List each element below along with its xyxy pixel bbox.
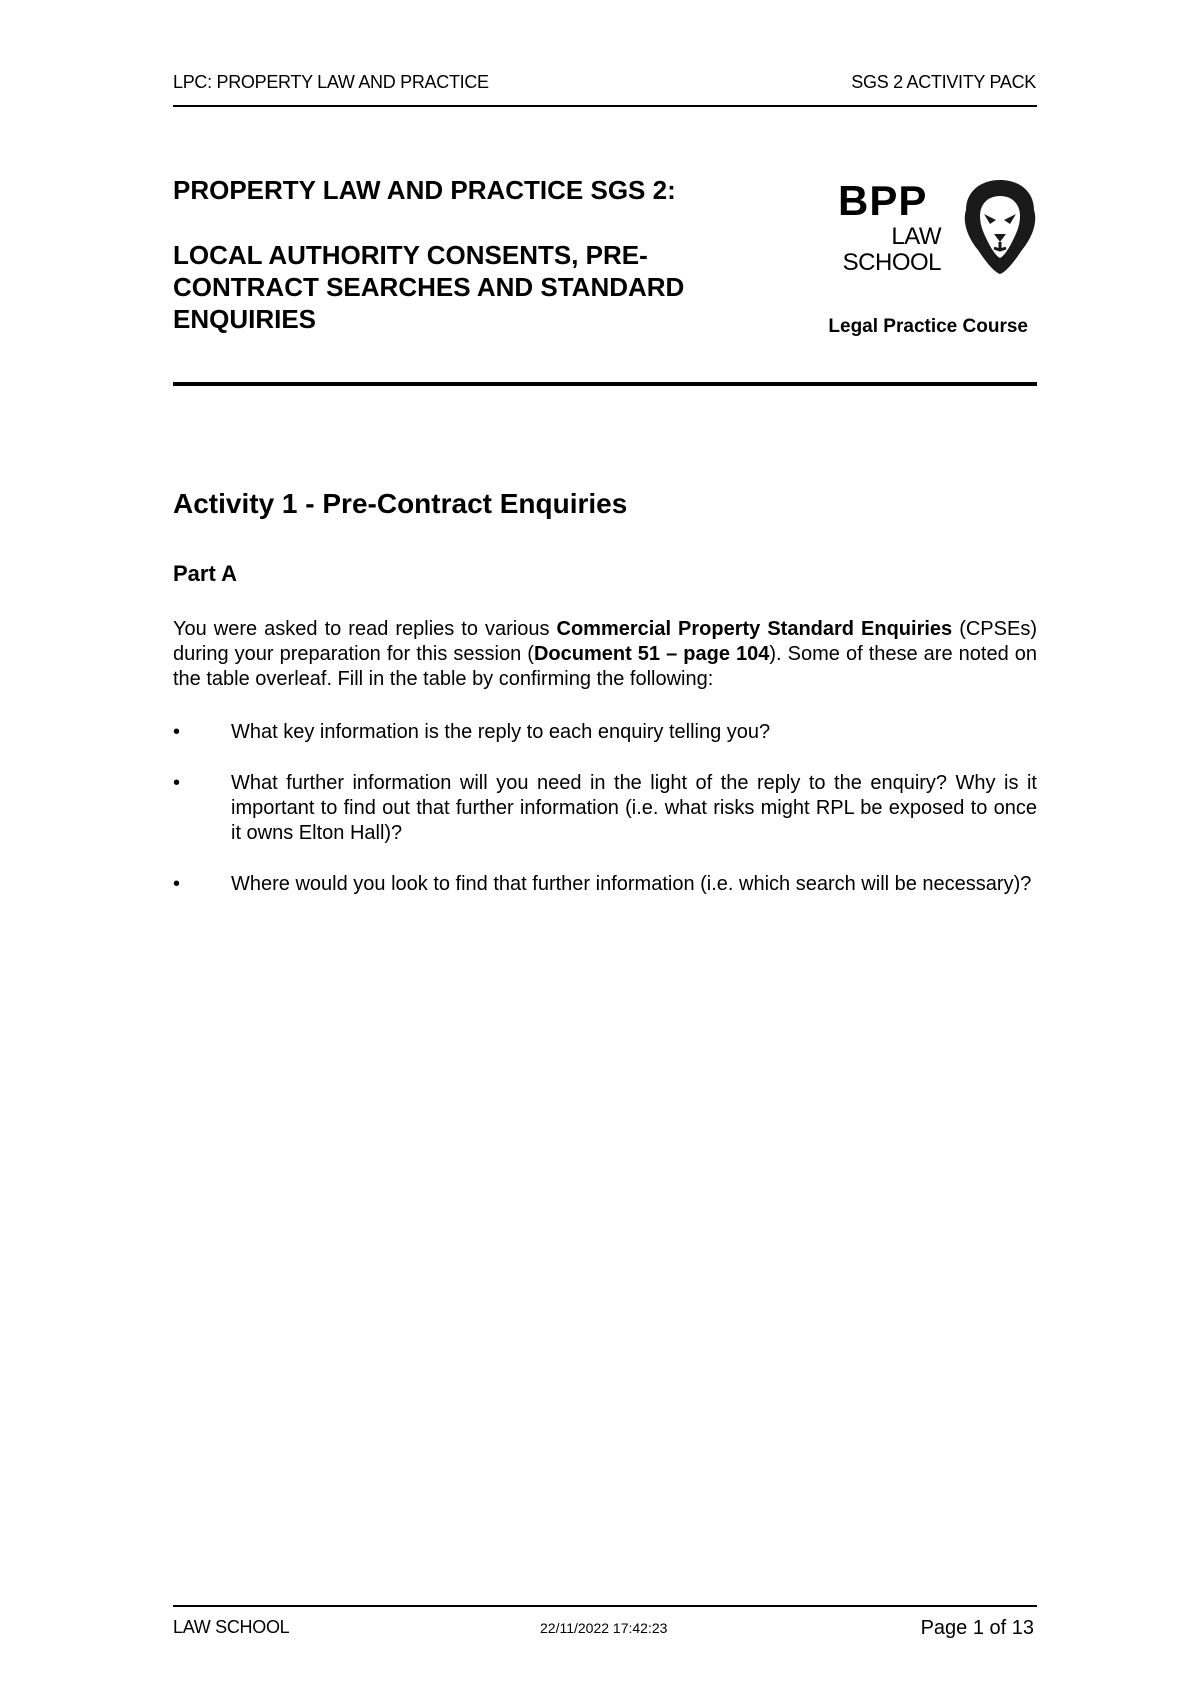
logo-school-text: SCHOOL	[842, 249, 941, 276]
document-title: PROPERTY LAW AND PRACTICE SGS 2:	[173, 175, 676, 205]
intro-text-3: ). Some of these are noted on the table overleaf. Fill in the table by confirming the following:	[173, 643, 1037, 690]
list-item	[173, 872, 1037, 897]
activity-heading: Activity 1 - Pre-Contract Enquiries	[173, 488, 628, 519]
intro-text-2: (CPSEs) during your preparation for this session (	[173, 618, 1037, 665]
list-item-text: What key information is the reply to each enquiry telling you?	[231, 721, 771, 743]
footer-left-text: LAW SCHOOL	[173, 1617, 290, 1637]
page-number: Page 1 of 13	[920, 1617, 1034, 1639]
bpp-law-school-logo	[838, 177, 1038, 290]
header-right-text: SGS 2 ACTIVITY PACK	[851, 72, 1036, 92]
list-item-text: What further information will you need in the light of the reply to the enquiry? Why is it important to find out that further information (i.e. what risks might RPL be exposed to once it owns Elton Hall)?	[231, 772, 1037, 844]
title-rule	[173, 382, 1037, 386]
footer-timestamp: 22/11/2022 17:42:23	[540, 1620, 668, 1636]
list-item	[173, 771, 1037, 846]
intro-paragraph	[173, 617, 1037, 692]
bullet-icon: •	[173, 721, 181, 743]
part-heading: Part A	[173, 561, 237, 586]
header-left-text: LPC: PROPERTY LAW AND PRACTICE	[173, 72, 489, 92]
list-item-text: Where would you look to find that further information (i.e. which search will be necessary)?	[231, 873, 1032, 895]
bullet-icon: •	[173, 772, 181, 794]
question-list	[173, 720, 1037, 923]
header-rule	[173, 105, 1037, 107]
intro-bold-cpse: Commercial Property Standard Enquiries	[556, 618, 953, 640]
document-subtitle: LOCAL AUTHORITY CONSENTS, PRE-CONTRACT SEARCHES AND STANDARD ENQUIRIES	[173, 240, 685, 334]
list-item	[173, 720, 1037, 745]
intro-bold-document-ref: Document 51 – page 104	[533, 643, 770, 665]
lion-head-icon	[950, 176, 1050, 276]
bullet-icon: •	[173, 873, 181, 895]
course-label: Legal Practice Course	[828, 316, 1028, 337]
intro-text-1: You were asked to read replies to various	[173, 618, 557, 640]
footer-rule	[173, 1605, 1037, 1607]
logo-bpp-text: BPP	[838, 177, 928, 224]
logo-law-text: LAW	[891, 223, 941, 250]
